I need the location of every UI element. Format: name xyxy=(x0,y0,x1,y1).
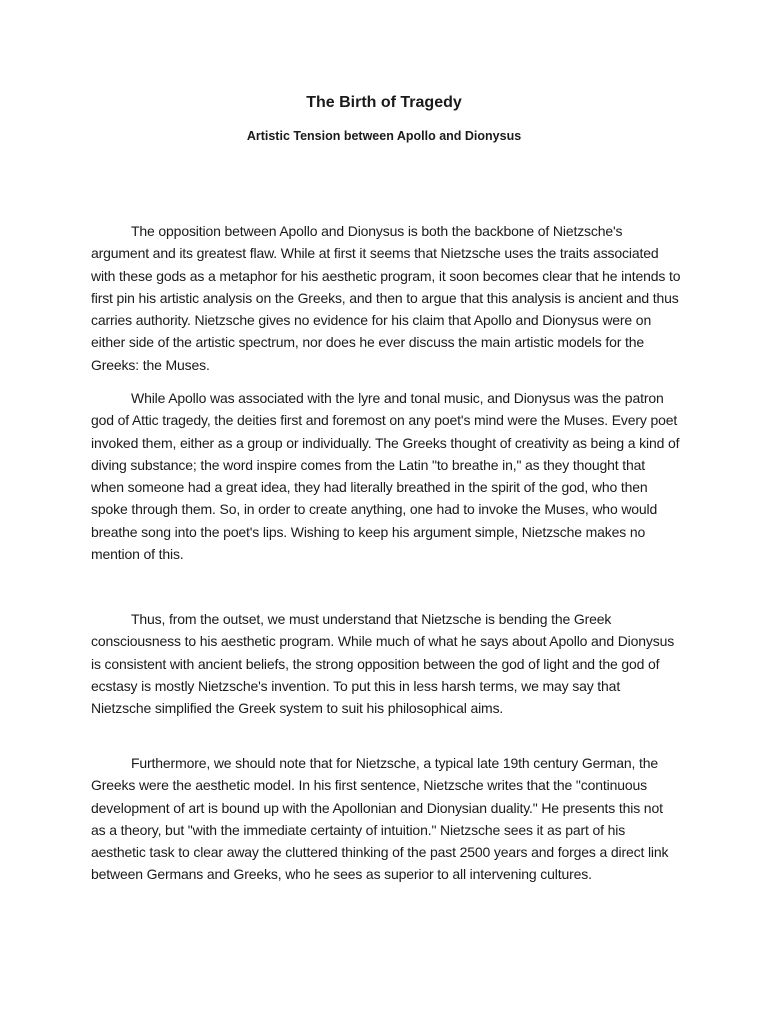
body-paragraph: Furthermore, we should note that for Nietzsche, a typical late 19th century German, the Greeks were the aesthetic model. In his first sentence, Nietzsche writes that the "continuous development of art is bound up with the Apollonian and Dionysian duality." He presents this not as a theory, but "with the immediate certainty of intuition." Nietzsche sees it as part of his aesthetic task to clear away the cluttered thinking of the past 2500 years and forges a direct link between Germans and Greeks, who he sees as superior to all intervening cultures. xyxy=(91,755,669,883)
document-title: The Birth of Tragedy xyxy=(306,94,462,111)
body-paragraph: Thus, from the outset, we must understand that Nietzsche is bending the Greek consciousness to his aesthetic program. While much of what he says about Apollo and Dionysus is consistent with ancient beliefs, the strong opposition between the god of light and the god of ecstasy is mostly Nietzsche's invention. To put this in less harsh terms, we may say that Nietzsche simplified the Greek system to suit his philosophical aims. xyxy=(91,611,675,717)
body-paragraph: The opposition between Apollo and Dionysus is both the backbone of Nietzsche's argument and its greatest flaw. While at first it seems that Nietzsche uses the traits associated with these gods as a metaphor for his aesthetic program, it soon becomes clear that he intends to first pin his artistic analysis on the Greeks, and then to argue that this analysis is ancient and thus carries authority. Nietzsche gives no evidence for his claim that Apollo and Dionysus were on either side of the artistic spectrum, nor does he ever discuss the main artistic models for the Greeks: the Muses. xyxy=(91,223,681,373)
body-paragraph: While Apollo was associated with the lyre and tonal music, and Dionysus was the patron god of Attic tragedy, the deities first and foremost on any poet's mind were the Muses. Every poet invoked them, either as a group or individually. The Greeks thought of creativity as being a kind of diving substance; the word inspire comes from the Latin "to breathe in," as they thought that when someone had a great idea, they had literally breathed in the spirit of the god, who then spoke through them. So, in order to create anything, one had to invoke the Muses, who would breathe song into the poet's lips. Wishing to keep his argument simple, Nietzsche makes no mention of this. xyxy=(91,390,680,563)
document-subtitle: Artistic Tension between Apollo and Dionysus xyxy=(246,129,522,143)
